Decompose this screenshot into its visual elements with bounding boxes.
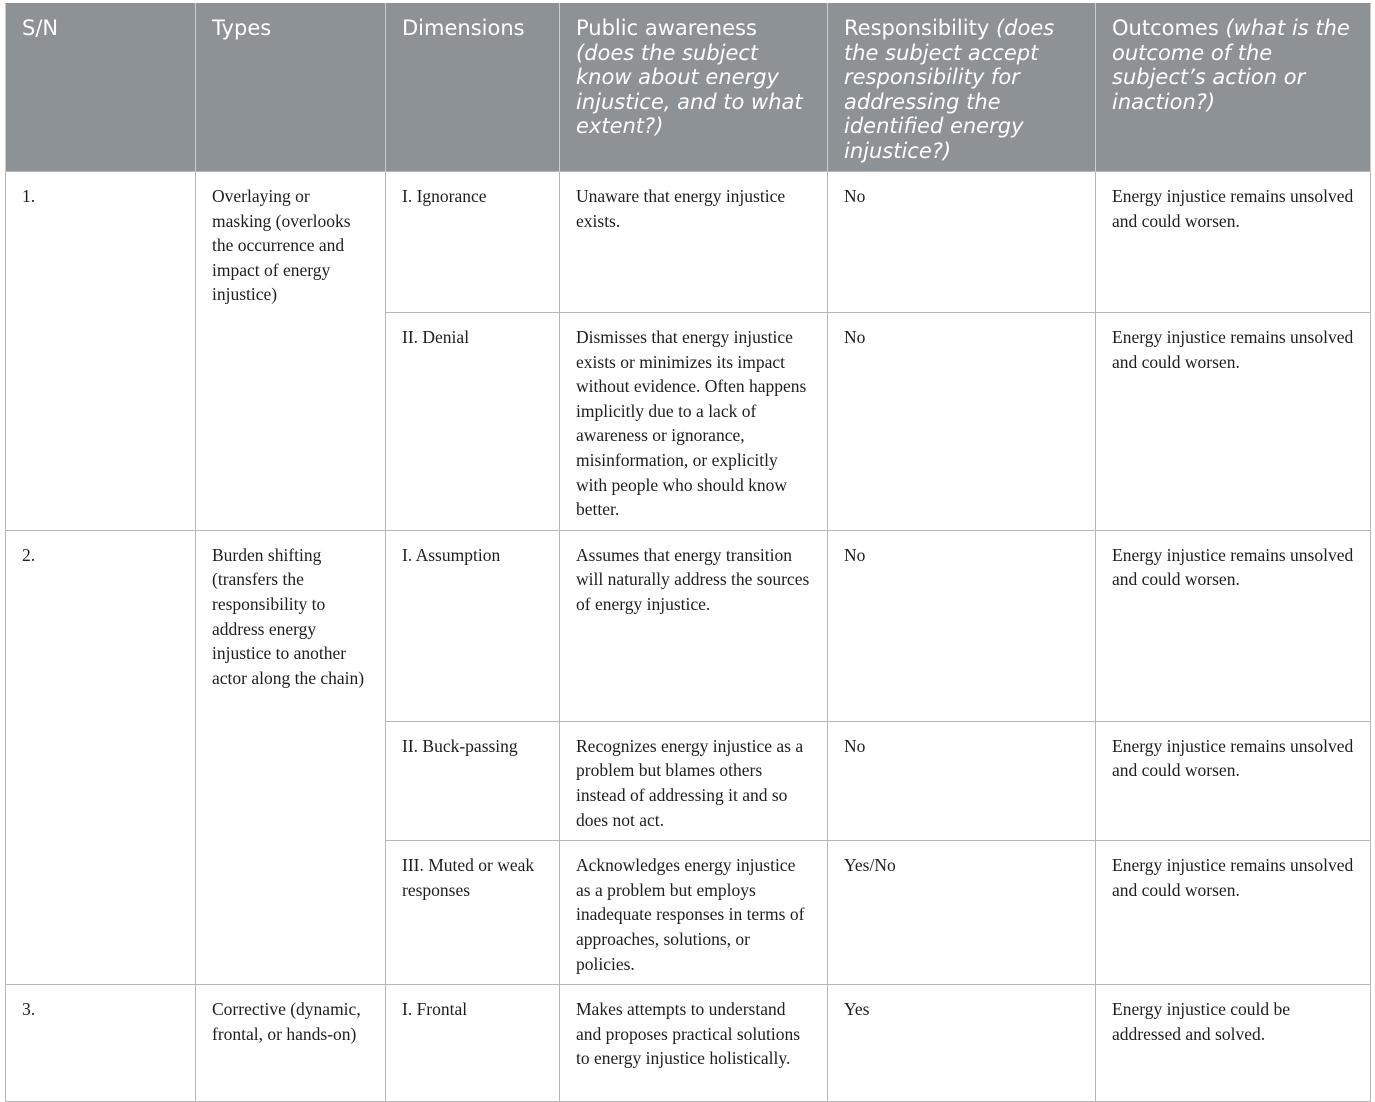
header-dimensions-label: Dimensions [402,16,525,40]
cell-type: Burden shifting (transfers the responsibility to address energy injustice to another actor along the chain) [196,530,386,984]
header-dimensions [386,3,560,172]
cell-responsibility: No [828,721,1096,840]
header-awareness-subtitle: (does the subject know about energy injustice, and to what extent?) [576,40,803,138]
cell-dimension: I. Assumption [386,530,560,721]
cell-outcome: Energy injustice remains unsolved and could worsen. [1096,313,1371,531]
cell-outcome: Energy injustice could be addressed and solved. [1096,985,1371,1102]
header-responsibility-title: Responsibility [844,16,990,40]
header-sn [6,3,196,172]
cell-dimension: II. Denial [386,313,560,531]
cell-sn: 3. [6,985,196,1102]
table-row [6,985,1371,1102]
energy-injustice-table [5,3,1371,1102]
cell-outcome: Energy injustice remains unsolved and could worsen. [1096,721,1371,840]
cell-awareness: Assumes that energy transition will naturally address the sources of energy injustice. [560,530,828,721]
header-sn-label: S/N [22,16,59,40]
cell-responsibility: No [828,530,1096,721]
header-row [6,3,1371,172]
header-outcomes-title: Outcomes [1112,16,1219,40]
header-responsibility-subtitle: (does the subject accept responsibility for addressing the identified energy injustice?) [844,16,1055,163]
header-outcomes-subtitle: (what is the outcome of the subject’s action or inaction?) [1112,16,1350,114]
cell-dimension: II. Buck-passing [386,721,560,840]
table-body [6,172,1371,1102]
cell-outcome: Energy injustice remains unsolved and could worsen. [1096,530,1371,721]
table-row [6,530,1371,721]
table-row [6,172,1371,313]
header-awareness [560,3,828,172]
cell-responsibility: No [828,172,1096,313]
cell-outcome: Energy injustice remains unsolved and could worsen. [1096,841,1371,985]
cell-responsibility: Yes [828,985,1096,1102]
cell-type: Overlaying or masking (overlooks the occurrence and impact of energy injustice) [196,172,386,531]
cell-dimension: I. Frontal [386,985,560,1102]
header-outcomes [1096,3,1371,172]
cell-outcome: Energy injustice remains unsolved and could worsen. [1096,172,1371,313]
cell-sn: 1. [6,172,196,531]
cell-dimension: I. Ignorance [386,172,560,313]
table-header [6,3,1371,172]
header-awareness-title: Public awareness [576,16,757,40]
cell-awareness: Makes attempts to understand and proposes practical solutions to energy injustice holistically. [560,985,828,1102]
cell-type: Corrective (dynamic, frontal, or hands-on) [196,985,386,1102]
cell-responsibility: No [828,313,1096,531]
cell-sn: 2. [6,530,196,984]
cell-awareness: Acknowledges energy injustice as a problem but employs inadequate responses in terms of approaches, solutions, or policies. [560,841,828,985]
cell-responsibility: Yes/No [828,841,1096,985]
cell-awareness: Dismisses that energy injustice exists or minimizes its impact without evidence. Often happens implicitly due to a lack of awareness or ignorance, misinformation, or explicitly with people who should know better. [560,313,828,531]
header-responsibility [828,3,1096,172]
cell-awareness: Recognizes energy injustice as a problem but blames others instead of addressing it and so does not act. [560,721,828,840]
header-types-label: Types [212,16,272,40]
cell-dimension: III. Muted or weak responses [386,841,560,985]
cell-awareness: Unaware that energy injustice exists. [560,172,828,313]
header-types [196,3,386,172]
